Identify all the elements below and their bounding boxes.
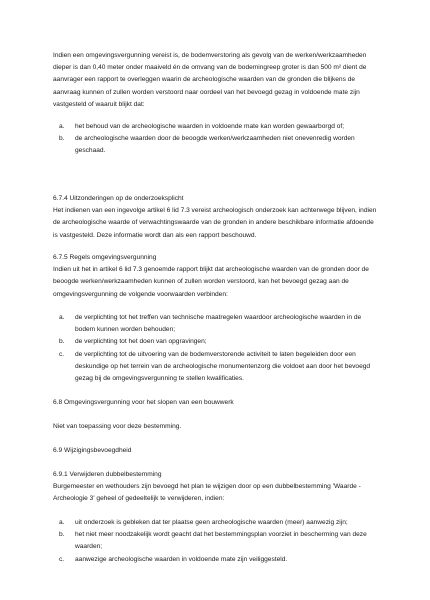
list-item (53, 529, 379, 553)
list-marker: a. (59, 314, 65, 321)
section-6-9 (53, 445, 379, 457)
section-6-8 (53, 397, 379, 409)
section-heading: 6.8 Omgevingsvergunning voor het slopen van een bouwwerk (53, 399, 234, 406)
list-item (53, 349, 379, 386)
intro-text: Indien een omgevingsvergunning vereist is, de bodemverstoring als gevolg van de werken/werkzaamheden dieper is dan 0,40 meter onder maaiveld én de omvang van de bodemingreep groter is dan 500 m² dient de aanvrager een rapport te overleggen waarin de archeologische waarden van de gronden die blijkens de aanvraag kunnen of zullen worden verstoord naar oordeel van het bevoegd gezag in voldoende mate zijn vastgesteld of waaruit blijkt dat: (53, 52, 367, 108)
intro-paragraph (53, 50, 379, 111)
list-item (53, 336, 379, 348)
list-marker: c. (59, 555, 65, 563)
list-item-text: de verplichting tot de uitvoering van de bodemverstorende activiteit te laten begeleiden door een deskundige op het terrein van de archeologische monumentenzorg die voldoet aan door het bevoegd gezag bij de omgevingsvergunning te stellen kwalificaties. (75, 350, 371, 383)
list-marker: a. (59, 123, 65, 130)
conditions-list (53, 517, 379, 566)
list-marker: b. (59, 338, 65, 346)
list-item (53, 312, 379, 336)
list-item-text: de archeologische waarden door de beoogde werken/werkzaamheden niet onevenredig worden geschaad. (75, 135, 355, 155)
section-heading: 6.7.5 Regels omgevingsvergunning (53, 254, 157, 261)
list-marker: b. (59, 531, 65, 539)
list-item-text: aanwezige archeologische waarden in voldoende mate zijn veiliggesteld. (75, 555, 288, 563)
section-text: Het indienen van een ingevolge artikel 6 lid 7.3 vereist archeologisch onderzoek kan achterwege blijven, indien de archeologische waarde of verwachtingswaarde van de gronden in andere beschikbare informatie afdoende is vastgesteld. Deze informatie wordt dan als een rapport beschouwd. (53, 207, 377, 239)
list-item (53, 517, 379, 529)
list-item (53, 133, 379, 157)
list-item-text: het niet meer noodzakelijk wordt geacht dat het bestemmingsplan voorziet in bescherming van deze waarden; (75, 531, 367, 551)
section-6-7-5 (53, 252, 379, 301)
list-marker: c. (59, 350, 65, 358)
intro-list (53, 121, 379, 158)
section-heading: 6.7.4 Uitzonderingen op de onderzoeksplicht (53, 195, 184, 202)
list-item (53, 554, 379, 566)
section-6-8-body (53, 421, 379, 433)
section-heading: 6.9 Wijzigingsbevoegdheid (53, 447, 132, 454)
section-text: Indien uit het in artikel 6 lid 7.3 genoemde rapport blijkt dat archeologische waarden van de gronden door de beoogde werken/werkzaamheden kunnen of zullen worden verstoord, kan het bevoegd gezag aan de omgevingsvergunning de volgende voorwaarden verbinden: (53, 266, 369, 298)
conditions-list (53, 312, 379, 385)
section-6-7-4 (53, 193, 379, 242)
section-heading: 6.9.1 Verwijderen dubbelbestemming (53, 471, 162, 478)
section-text: Burgemeester en wethouders zijn bevoegd het plan te wijzigen door op een dubbelbestemming 'Waarde - Archeologie 3' geheel of gedeeltelijk te verwijderen, indien: (53, 483, 361, 503)
list-item-text: de verplichting tot het treffen van technische maatregelen waardoor archeologische waarden in de bodem kunnen worden behouden; (75, 314, 362, 334)
section-text: Niet van toepassing voor deze bestemming. (53, 423, 182, 430)
list-item-text: de verplichting tot het doen van opgravingen; (75, 338, 207, 346)
list-marker: b. (59, 135, 65, 143)
section-6-9-1 (53, 469, 379, 506)
list-item-text: het behoud van de archeologische waarden in voldoende mate kan worden gewaarborgd of; (75, 123, 345, 130)
list-item (53, 121, 379, 133)
list-marker: a. (59, 519, 65, 526)
list-item-text: uit onderzoek is gebleken dat ter plaatse geen archeologische waarden (meer) aanwezig zijn; (75, 519, 348, 526)
